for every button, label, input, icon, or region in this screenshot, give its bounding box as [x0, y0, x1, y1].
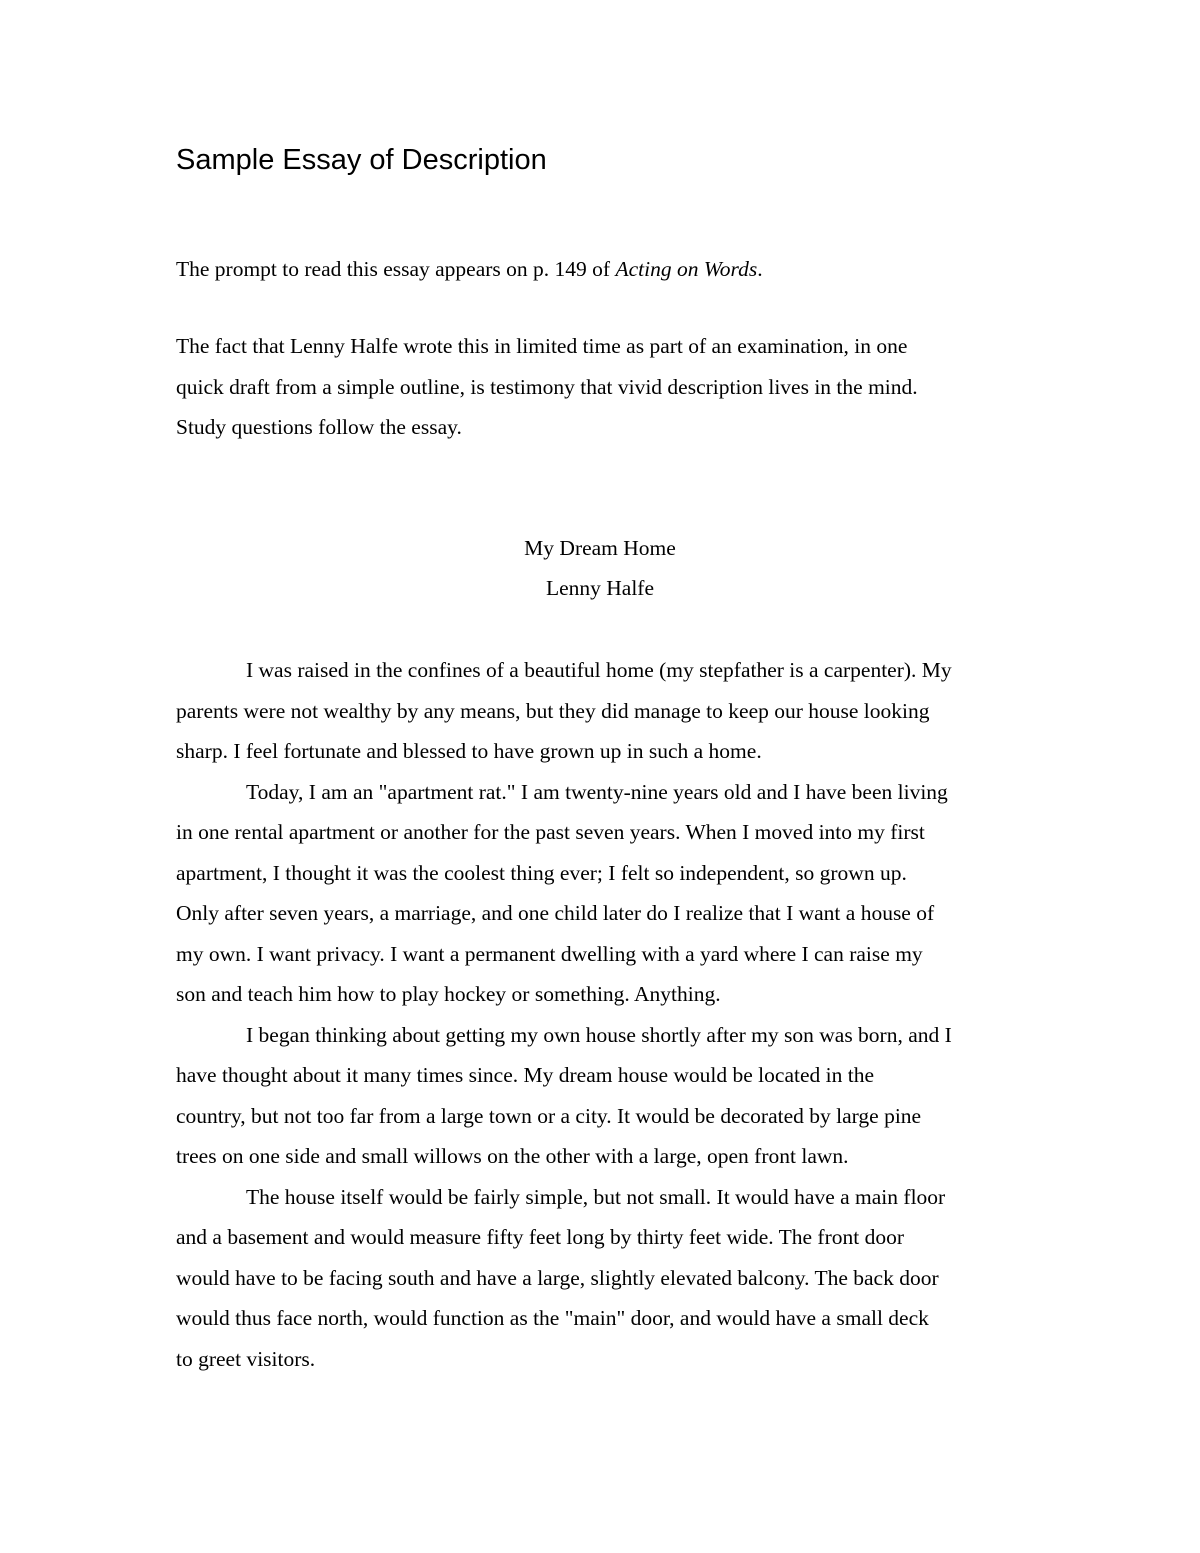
essay-line: would thus face north, would function as the "main" door, and would have a small deck: [176, 1306, 929, 1330]
book-title: Acting on Words: [615, 257, 758, 281]
intro-paragraph: [176, 326, 1006, 448]
prompt-line: [176, 249, 763, 290]
essay-line: Only after seven years, a marriage, and one child later do I realize that I want a house of: [176, 901, 935, 925]
intro-line: quick draft from a simple outline, is testimony that vivid description lives in the mind.: [176, 374, 918, 399]
essay-body: [176, 650, 1036, 1379]
essay-line: and a basement and would measure fifty feet long by thirty feet wide. The front door: [176, 1225, 904, 1249]
essay-line: to greet visitors.: [176, 1346, 316, 1371]
essay-line: sharp. I feel fortunate and blessed to have grown up in such a home.: [176, 739, 762, 763]
essay-line: apartment, I thought it was the coolest thing ever; I felt so independent, so grown up.: [176, 860, 907, 885]
essay-line: I was raised in the confines of a beautiful home (my stepfather is a carpenter). My: [246, 658, 952, 682]
intro-line: The fact that Lenny Halfe wrote this in limited time as part of an examination, in one: [176, 334, 908, 358]
essay-line: Today, I am an "apartment rat." I am twenty-nine years old and I have been living: [246, 779, 948, 804]
essay-line: in one rental apartment or another for the past seven years. When I moved into my first: [176, 820, 925, 844]
essay-title: My Dream Home: [524, 536, 676, 560]
essay-line: my own. I want privacy. I want a permanent dwelling with a yard where I can raise my: [176, 941, 923, 966]
intro-line: Study questions follow the essay.: [176, 415, 462, 439]
essay-line: The house itself would be fairly simple, but not small. It would have a main floor: [246, 1184, 946, 1209]
essay-author: Lenny Halfe: [545, 576, 655, 600]
essay-line: trees on one side and small willows on the other with a large, open front lawn.: [176, 1144, 849, 1168]
essay-line: have thought about it many times since. My dream house would be located in the: [176, 1063, 874, 1087]
prompt-suffix: .: [757, 257, 763, 281]
document-title: Sample Essay of Description: [176, 144, 547, 176]
prompt-prefix: The prompt to read this essay appears on p. 149 of: [176, 257, 616, 281]
essay-line: I began thinking about getting my own house shortly after my son was born, and I: [246, 1022, 952, 1047]
essay-line: would have to be facing south and have a large, slightly elevated balcony. The back door: [176, 1265, 939, 1290]
essay-line: parents were not wealthy by any means, but they did manage to keep our house looking: [176, 698, 930, 723]
essay-line: son and teach him how to play hockey or something. Anything.: [176, 982, 721, 1006]
essay-line: country, but not too far from a large town or a city. It would be decorated by large pine: [176, 1103, 922, 1128]
